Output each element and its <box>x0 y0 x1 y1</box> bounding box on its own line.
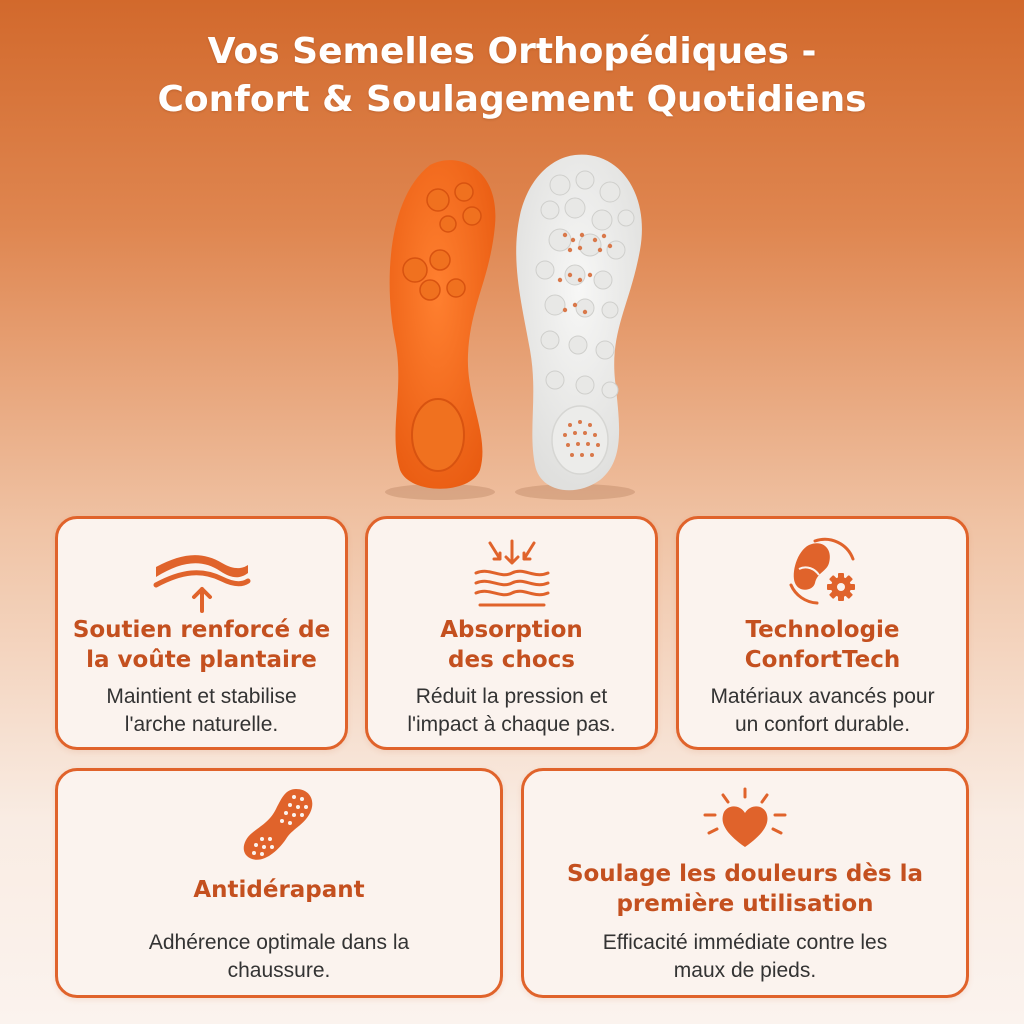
comfort-tech-gear-icon <box>783 535 863 611</box>
insoles-pair-image <box>360 140 660 510</box>
heart-glow-icon <box>695 785 795 851</box>
arch-support-icon <box>152 549 252 617</box>
page-title <box>0 28 1024 124</box>
feature-card-anti-slip <box>55 768 503 998</box>
feature-title: Absorption des chocs <box>440 617 583 673</box>
feature-card-shock-absorption <box>365 516 658 750</box>
shoe-sole-grip-icon <box>240 785 318 865</box>
feature-card-pain-relief <box>521 768 969 998</box>
feature-description: Maintient et stabilise l'arche naturelle. <box>106 685 297 736</box>
page-title-line-2: Confort & Soulagement Quotidiens <box>157 79 867 120</box>
feature-card-comfort-tech <box>676 516 969 750</box>
shock-absorption-icon <box>470 537 554 609</box>
feature-description: Réduit la pression et l'impact à chaque pas. <box>407 685 616 736</box>
page-title-line-1: Vos Semelles Orthopédiques - <box>207 31 817 72</box>
feature-title: Antidérapant <box>193 877 365 903</box>
feature-description: Efficacité immédiate contre les maux de pieds. <box>602 931 888 982</box>
feature-title: Soutien renforcé de la voûte plantaire <box>72 617 331 673</box>
feature-description: Adhérence optimale dans la chaussure. <box>148 931 410 982</box>
feature-title: Technologie ConfortTech <box>744 617 901 673</box>
feature-title: Soulage les douleurs dès la première utilisation <box>566 861 924 917</box>
feature-description: Matériaux avancés pour un confort durable. <box>710 685 935 736</box>
feature-card-arch-support <box>55 516 348 750</box>
